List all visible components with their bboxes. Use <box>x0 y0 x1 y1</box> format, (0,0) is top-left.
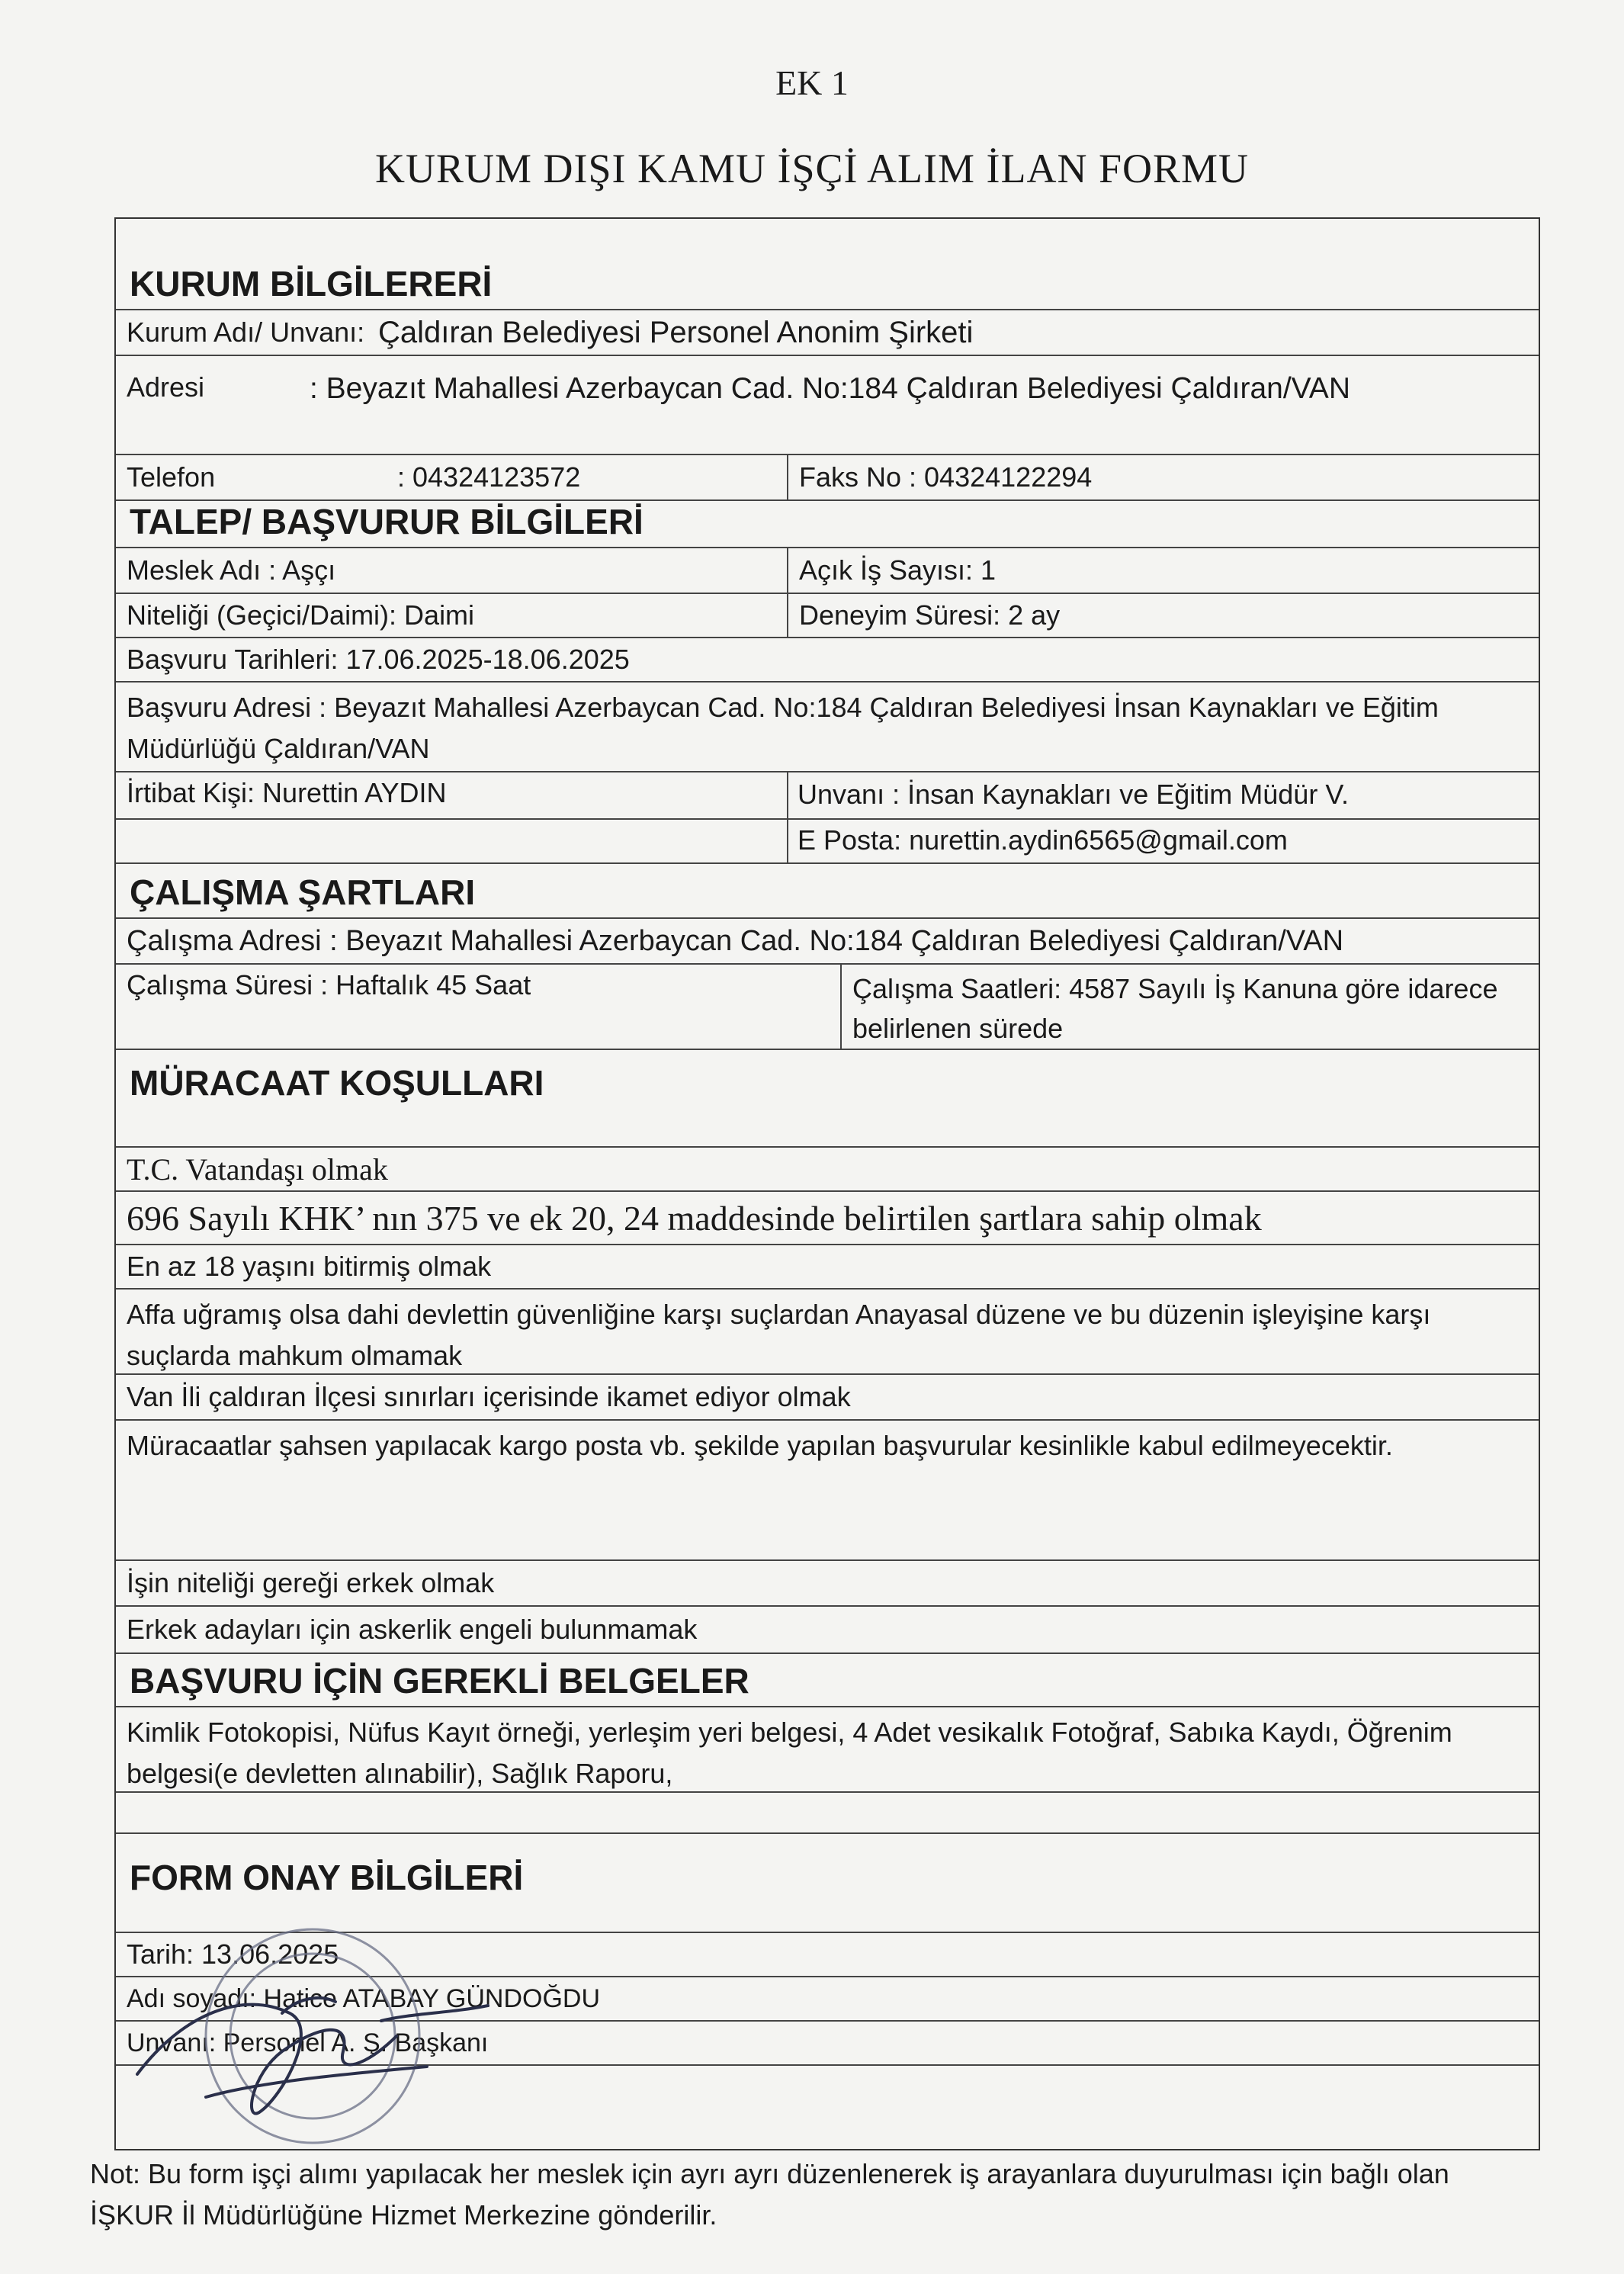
divider <box>116 818 787 820</box>
section-belgeler <box>116 1654 1539 1707</box>
onay-tarih: Tarih: 13.06.2025 <box>127 1938 339 1970</box>
kosul-item: T.C. Vatandaşı olmak <box>127 1151 388 1187</box>
list-item <box>116 1375 1539 1421</box>
adres-label: Adresi <box>127 371 205 403</box>
form-title: KURUM DIŞI KAMU İŞÇİ ALIM İLAN FORMU <box>374 146 1250 191</box>
section-heading-kurum: KURUM BİLGİLERERİ <box>130 264 493 304</box>
section-onay <box>116 1834 1539 1933</box>
kosul-item: Müracaatlar şahsen yapılacak kargo posta vb. şekilde yapılan başvurular kesinlikle kabul edilmeyecektir. <box>127 1430 1393 1461</box>
kosul-item: Van İli çaldıran İlçesi sınırları içerisinde ikamet ediyor olmak <box>127 1381 851 1412</box>
basvuru-adresi: Başvuru Adresi : Beyazıt Mahallesi Azerbaycan Cad. No:184 Çaldıran Belediyesi İnsan Kaynakları ve Eğitim Müdürlüğü Çaldıran/VAN <box>127 692 1439 764</box>
calisma-suresi: Çalışma Süresi : Haftalık 45 Saat <box>127 969 531 1000</box>
telefon-label: Telefon <box>127 461 216 493</box>
kosul-item: Erkek adayları için askerlik engeli bulunmamak <box>127 1614 698 1645</box>
section-heading-calisma: ÇALIŞMA ŞARTLARI <box>130 872 476 912</box>
row-calisma-suresi <box>116 965 1539 1050</box>
telefon-value: : 04324123572 <box>397 461 581 493</box>
blank-row <box>116 1793 1539 1834</box>
list-item <box>116 1561 1539 1607</box>
list-item <box>116 1421 1539 1561</box>
section-heading-onay: FORM ONAY BİLGİLERİ <box>130 1858 524 1897</box>
annex-label: EK 1 <box>775 63 849 102</box>
row-adres <box>116 356 1539 455</box>
section-kurum <box>116 219 1539 310</box>
row-nitelik <box>116 594 1539 638</box>
onay-unvan: Unvanı: Personel A. Ş. Başkanı <box>127 2028 489 2057</box>
announcement-form <box>114 217 1540 2150</box>
kosul-item: 696 Sayılı KHK’ nın 375 ve ek 20, 24 maddesinde belirtilen şartlara sahip olmak <box>127 1198 1262 1238</box>
irtibat-eposta: E Posta: nurettin.aydin6565@gmail.com <box>798 824 1288 856</box>
stamp-outer-ring <box>206 1929 419 2143</box>
section-talep <box>116 501 1539 548</box>
list-item <box>116 1290 1539 1375</box>
kurum-adi-value: Çaldıran Belediyesi Personel Anonim Şirketi <box>378 315 974 349</box>
calisma-saatleri: Çalışma Saatleri: 4587 Sayılı İş Kanuna göre idarece belirlenen sürede <box>840 965 1539 1049</box>
list-item <box>116 1192 1539 1245</box>
acik-is-sayisi: Açık İş Sayısı: 1 <box>787 548 1539 593</box>
irtibat-kisi: İrtibat Kişi: Nurettin AYDIN <box>127 777 447 808</box>
section-heading-talep: TALEP/ BAŞVURUR BİLGİLERİ <box>130 502 644 541</box>
kosul-item: İşin niteliği gereği erkek olmak <box>127 1567 495 1598</box>
signature-stamp-image <box>91 1922 518 2173</box>
meslek-adi: Meslek Adı : Aşçı <box>127 554 336 586</box>
kosul-item: Affa uğramış olsa dahi devlettin güvenliğine karşı suçlardan Anayasal düzene ve bu düzenin işleyişine karşı suçlarda mahkum olmamak <box>127 1299 1431 1371</box>
deneyim-suresi: Deneyim Süresi: 2 ay <box>787 594 1539 637</box>
basvuru-tarihleri: Başvuru Tarihleri: 17.06.2025-18.06.2025 <box>127 644 630 675</box>
footer-note: Not: Bu form işçi alımı yapılacak her meslek için ayrı ayrı düzenlenerek iş arayanlara duyurulması için bağlı olan İŞKUR İl Müdürlüğüne Hizmet Merkezine gönderilir. <box>90 2158 1449 2231</box>
handwritten-signature <box>137 1998 488 2114</box>
calisma-adresi: Çalışma Adresi : Beyazıt Mahallesi Azerbaycan Cad. No:184 Çaldıran Belediyesi Çaldıran/VAN <box>127 924 1344 957</box>
section-calisma <box>116 864 1539 919</box>
irtibat-unvan: Unvanı : İnsan Kaynakları ve Eğitim Müdür V. <box>798 779 1350 810</box>
kurum-adi-label: Kurum Adı/ Unvanı: <box>127 316 365 348</box>
row-basvuru-tarihleri <box>116 638 1539 683</box>
section-muracaat <box>116 1050 1539 1148</box>
faks-value: Faks No : 04324122294 <box>787 455 1539 499</box>
row-belgeler <box>116 1707 1539 1793</box>
belgeler-list: Kimlik Fotokopisi, Nüfus Kayıt örneği, yerleşim yeri belgesi, 4 Adet vesikalık Fotoğraf, Sabıka Kaydı, Öğrenim belgesi(e devletten alınabilir), Sağlık Raporu, <box>127 1717 1452 1789</box>
section-heading-muracaat: MÜRACAAT KOŞULLARI <box>130 1063 544 1103</box>
adres-value: : Beyazıt Mahallesi Azerbaycan Cad. No:184 Çaldıran Belediyesi Çaldıran/VAN <box>310 372 1350 405</box>
section-heading-belgeler: BAŞVURU İÇİN GEREKLİ BELGELER <box>130 1661 749 1701</box>
row-calisma-adresi <box>116 919 1539 965</box>
niteligi: Niteliği (Geçici/Daimi): Daimi <box>127 599 475 631</box>
row-kurum-adi <box>116 310 1539 356</box>
list-item <box>116 1607 1539 1654</box>
list-item <box>116 1245 1539 1290</box>
onay-adi-soyadi: Adı soyadı: Hatice ATABAY GÜNDOĞDU <box>127 1983 601 2013</box>
kosul-item: En az 18 yaşını bitirmiş olmak <box>127 1251 492 1282</box>
row-basvuru-adresi <box>116 683 1539 772</box>
list-item <box>116 1148 1539 1192</box>
row-irtibat <box>116 772 1539 864</box>
row-meslek <box>116 548 1539 594</box>
row-telefon <box>116 455 1539 501</box>
